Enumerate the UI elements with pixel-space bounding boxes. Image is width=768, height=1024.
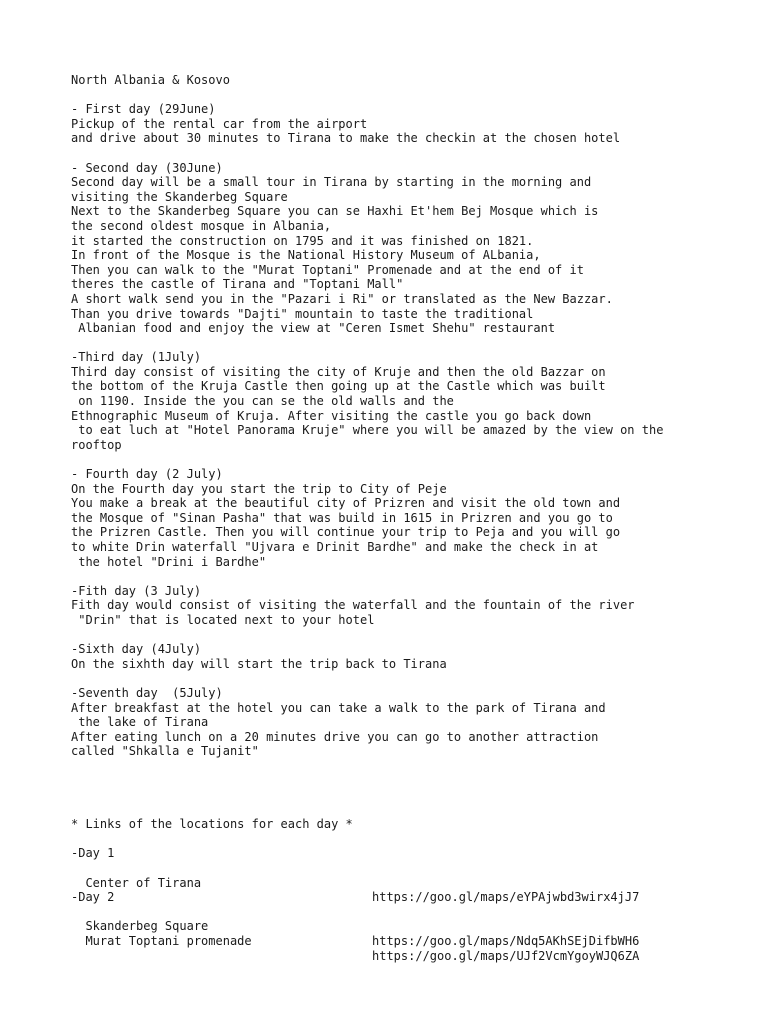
links-heading: * Links of the locations for each day *	[71, 817, 353, 832]
day-section-3	[71, 350, 761, 452]
day-text-line: Ethnographic Museum of Kruja. After visiting the castle you go back down	[71, 408, 592, 423]
day-text-line: "Drin" that is located next to your hotel	[71, 612, 375, 627]
day-heading: -Sixth day (4July)	[71, 642, 202, 657]
day-text-line: the Prizren Castle. Then you will continue your trip to Peja and you will go	[71, 525, 621, 540]
day-text-line: to eat luch at "Hotel Panorama Kruje" where you will be amazed by the view on the	[71, 423, 664, 438]
links-section	[71, 817, 761, 963]
day-heading: - First day (29June)	[71, 102, 216, 117]
day-text-line: You make a break at the beautiful city of Prizren and visit the old town and	[71, 496, 621, 511]
day-text-line: After eating lunch on a 20 minutes drive you can go to another attraction	[71, 729, 599, 744]
document-title: North Albania & Kosovo	[71, 73, 230, 87]
links-day-label: -Day 1	[71, 846, 115, 861]
link-location: Center of Tirana	[71, 875, 202, 890]
map-link[interactable]: https://goo.gl/maps/Ndq5AKhSEjDifbWH6	[372, 934, 640, 949]
day-section-4	[71, 467, 761, 569]
day-section-7	[71, 686, 761, 759]
day-text-line: Then you can walk to the "Murat Toptani" Promenade and at the end of it	[71, 262, 584, 277]
day-text-line: called "Shkalla e Tujanit"	[71, 744, 259, 759]
day-text-line: to white Drin waterfall "Ujvara e Drinit Bardhe" and make the check in at	[71, 540, 599, 554]
day-text-line: In front of the Mosque is the National History Museum of ALbania,	[71, 248, 541, 263]
day-text-line: Albanian food and enjoy the view at "Ceren Ismet Shehu" restaurant	[71, 321, 556, 336]
day-text-line: Next to the Skanderbeg Square you can se Haxhi Et'hem Bej Mosque which is	[71, 204, 599, 219]
day-section-5	[71, 584, 761, 628]
day-text-line: On the Fourth day you start the trip to City of Peje	[71, 481, 447, 496]
day-heading: - Second day (30June)	[71, 160, 223, 175]
day-text-line: Third day consist of visiting the city of Kruje and then the old Bazzar on	[71, 364, 606, 379]
link-location: Skanderbeg Square	[71, 919, 209, 934]
day-text-line: On the sixhth day will start the trip back to Tirana	[71, 656, 447, 671]
day-text-line: the second oldest mosque in Albania,	[71, 218, 332, 233]
day-text-line: on 1190. Inside the you can se the old walls and the	[71, 394, 454, 409]
day-text-line: the Mosque of "Sinan Pasha" that was build in 1615 in Prizren and you go to	[71, 510, 613, 525]
day-text-line: it started the construction on 1795 and it was finished on 1821.	[71, 233, 534, 248]
itinerary-content	[71, 73, 761, 963]
day-text-line: After breakfast at the hotel you can take a walk to the park of Tirana and	[71, 700, 606, 715]
day-text-line: the lake of Tirana	[71, 715, 209, 730]
day-text-line: Second day will be a small tour in Tirana by starting in the morning and	[71, 175, 592, 190]
map-link[interactable]: https://goo.gl/maps/UJf2VcmYgoyWJQ6ZA	[372, 948, 640, 963]
day-heading: - Fourth day (2 July)	[71, 467, 223, 482]
link-location: Murat Toptani promenade	[71, 934, 252, 949]
day-section-2	[71, 161, 761, 336]
day-text-line: Fith day would consist of visiting the waterfall and the fountain of the river	[71, 598, 635, 613]
day-heading: -Third day (1July)	[71, 350, 202, 365]
day-text-line: and drive about 30 minutes to Tirana to make the checkin at the chosen hotel	[71, 131, 621, 146]
day-section-1	[71, 102, 761, 146]
day-text-line: rooftop	[71, 437, 122, 452]
day-text-line: Than you drive towards "Dajti" mountain to taste the traditional	[71, 306, 534, 321]
day-text-line: the bottom of the Kruja Castle then going up at the Castle which was built	[71, 379, 606, 394]
day-text-line: Pickup of the rental car from the airport	[71, 116, 368, 131]
links-day-label: -Day 2	[71, 890, 115, 905]
map-link[interactable]: https://goo.gl/maps/eYPAjwbd3wirx4jJ7	[372, 890, 640, 905]
day-heading: -Seventh day (5July)	[71, 685, 223, 700]
day-section-6	[71, 642, 761, 671]
day-text-line: theres the castle of Tirana and "Toptani Mall"	[71, 277, 404, 292]
day-text-line: A short walk send you in the "Pazari i Ri" or translated as the New Bazzar.	[71, 291, 613, 306]
day-text-line: the hotel "Drini i Bardhe"	[71, 554, 267, 569]
day-heading: -Fith day (3 July)	[71, 583, 202, 598]
day-text-line: visiting the Skanderbeg Square	[71, 189, 288, 204]
